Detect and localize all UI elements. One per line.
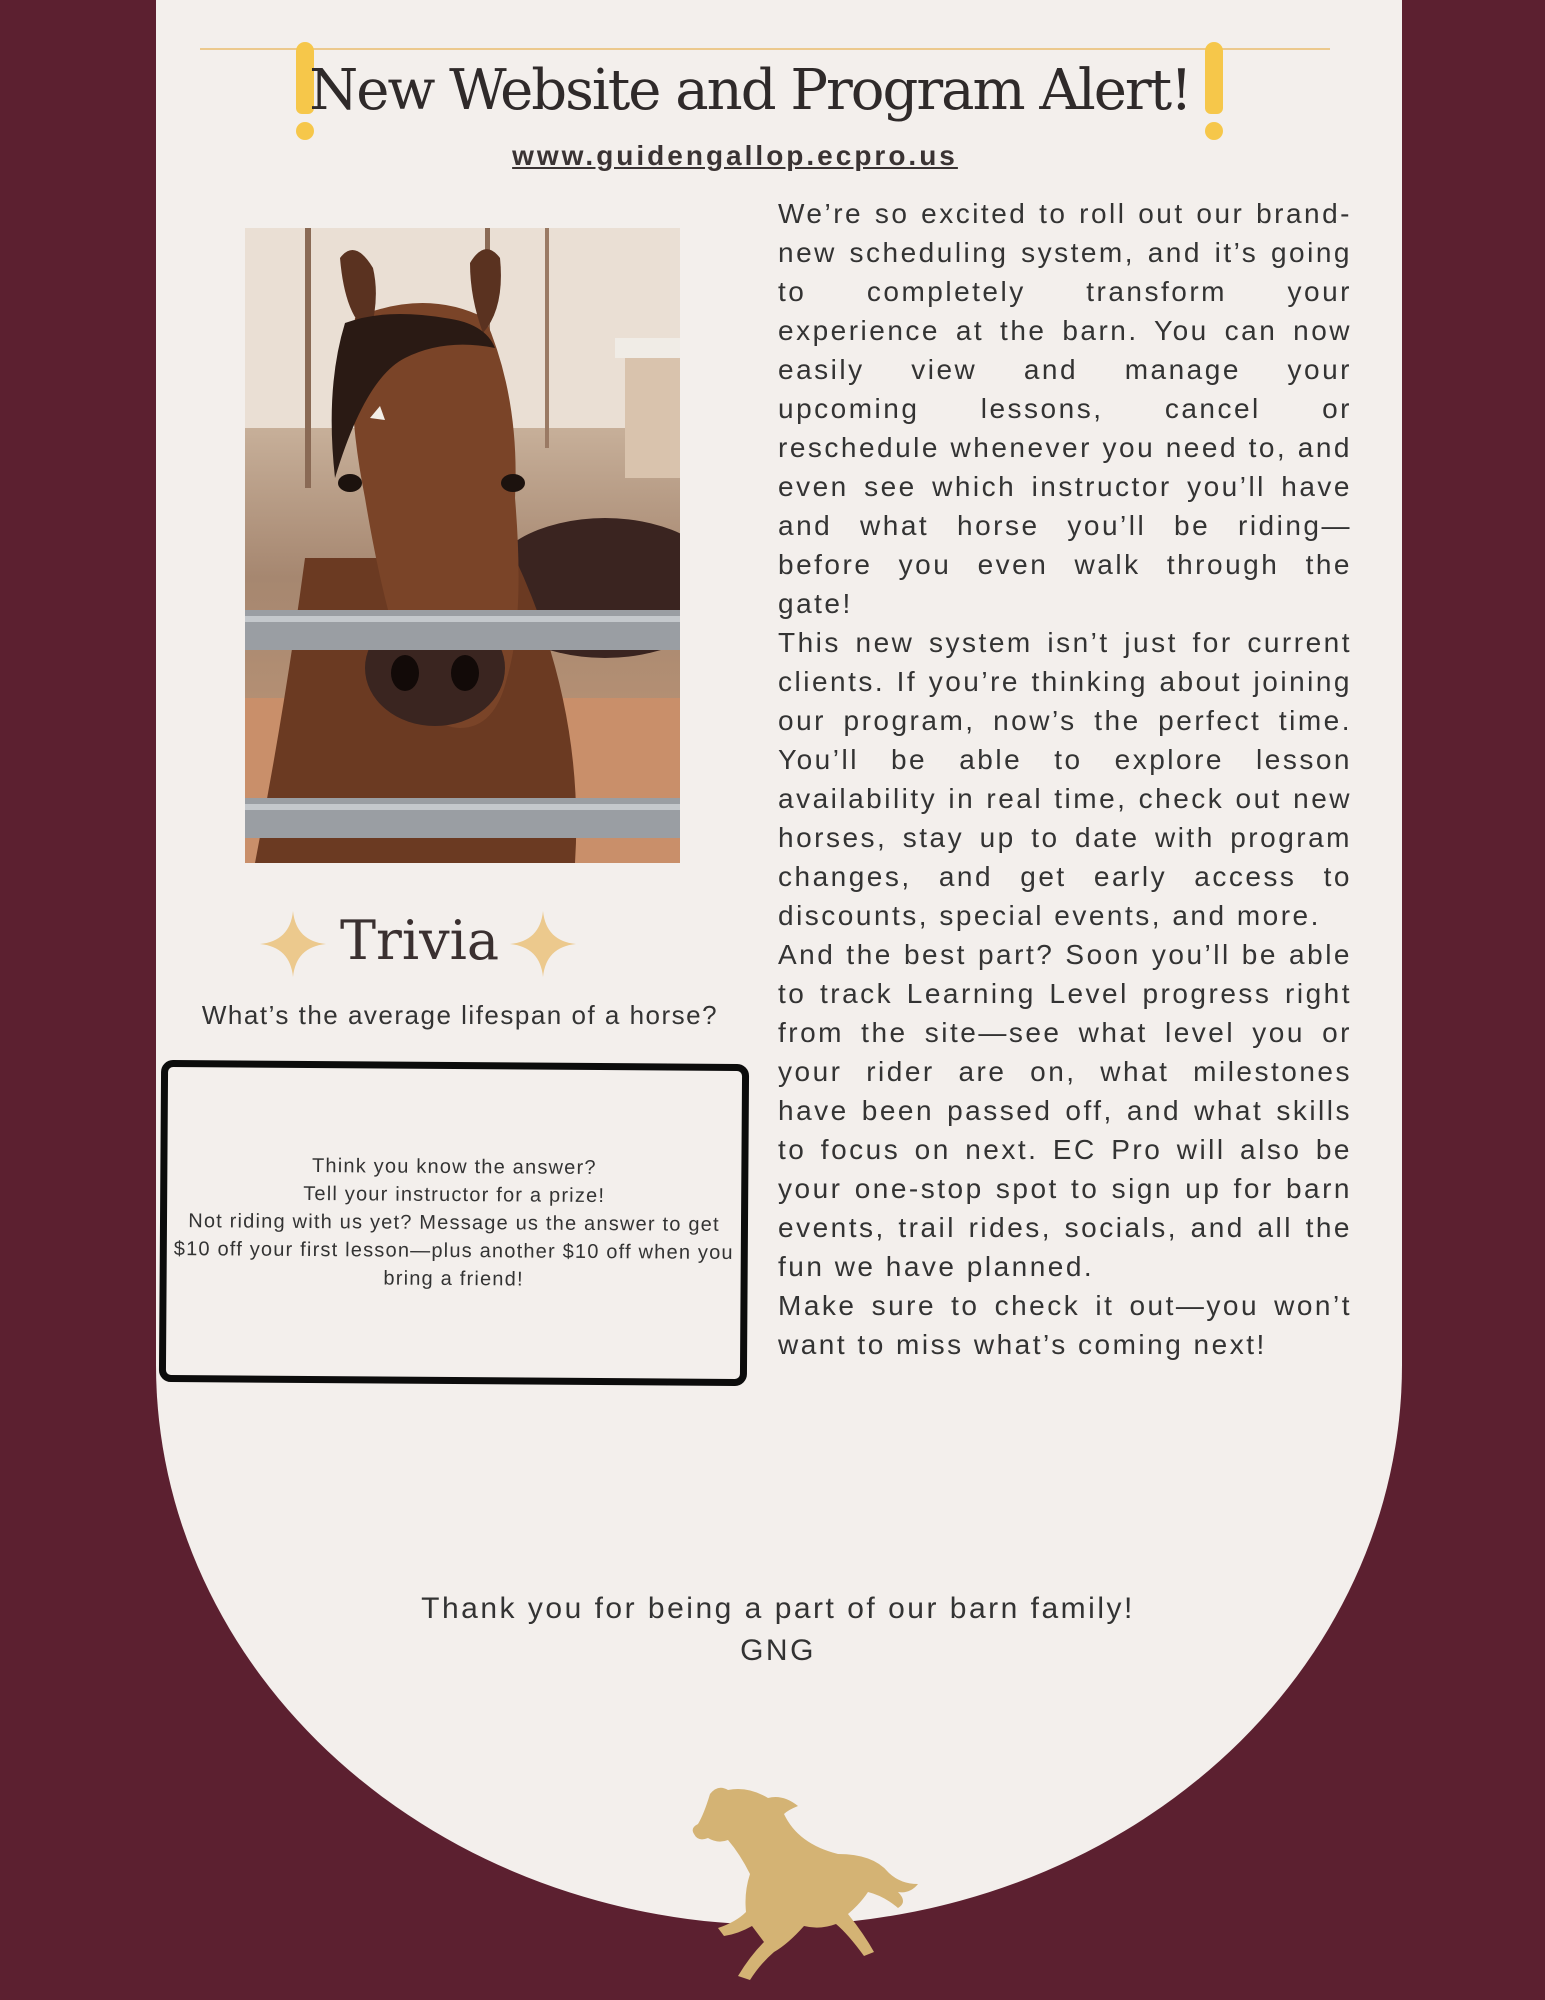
page-title: New Website and Program Alert! [309,58,1191,123]
trivia-title: Trivia [340,909,500,972]
website-link[interactable]: www.guidengallop.ecpro.us [512,140,958,171]
signature: GNG [740,1634,816,1667]
header-divider [200,48,1330,50]
closing-message [300,1588,1256,1672]
trivia-question: What’s the average lifespan of a horse? [201,1000,719,1030]
sparkle-icon [260,911,326,977]
article-body [778,194,1352,1364]
trivia-box-line: Not riding with us yet? Message us the answer to get $10 off your first lesson—plus another $10 off when you bring a friend! [173,1210,734,1291]
article-paragraph: And the best part? Soon you’ll be able to track Learning Level progress right from the site—see what level you or your rider are on, what milestones have been passed off, and what skills to focus on next. EC Pro will also be your one-stop spot to sign up for barn events, trail rides, socials, and all the fun we have planned. [778,939,1352,1282]
trivia-box-line: Think you know the answer? [311,1155,597,1179]
article-paragraph: This new system isn’t just for current clients. If you’re thinking about joining our program, now’s the perfect time. You’ll be able to explore lesson availability in real time, check out new horses, stay up to date with program changes, and get early access to discounts, special events, and more. [778,627,1352,931]
trivia-box-text [167,1151,742,1295]
article-paragraph: We’re so excited to roll out our brand-new scheduling system, and it’s going to completely transform your experience at the barn. You can now easily view and manage your upcoming lessons, cancel or reschedule whenever you need to, and even see which instructor you’ll have and what horse you’ll be riding—before you even walk through the gate! [778,198,1352,619]
exclamation-icon [1203,42,1225,142]
horse-photo [245,228,680,863]
trivia-heading [258,905,578,985]
article-paragraph: Make sure to check it out—you won’t want to miss what’s coming next! [778,1290,1352,1360]
trivia-answer-box [159,1060,749,1386]
galloping-horse-logo [688,1784,924,1984]
trivia-box-line: Tell your instructor for a prize! [303,1182,606,1208]
closing-line: Thank you for being a part of our barn family! [421,1592,1135,1625]
sparkle-icon [510,911,576,977]
